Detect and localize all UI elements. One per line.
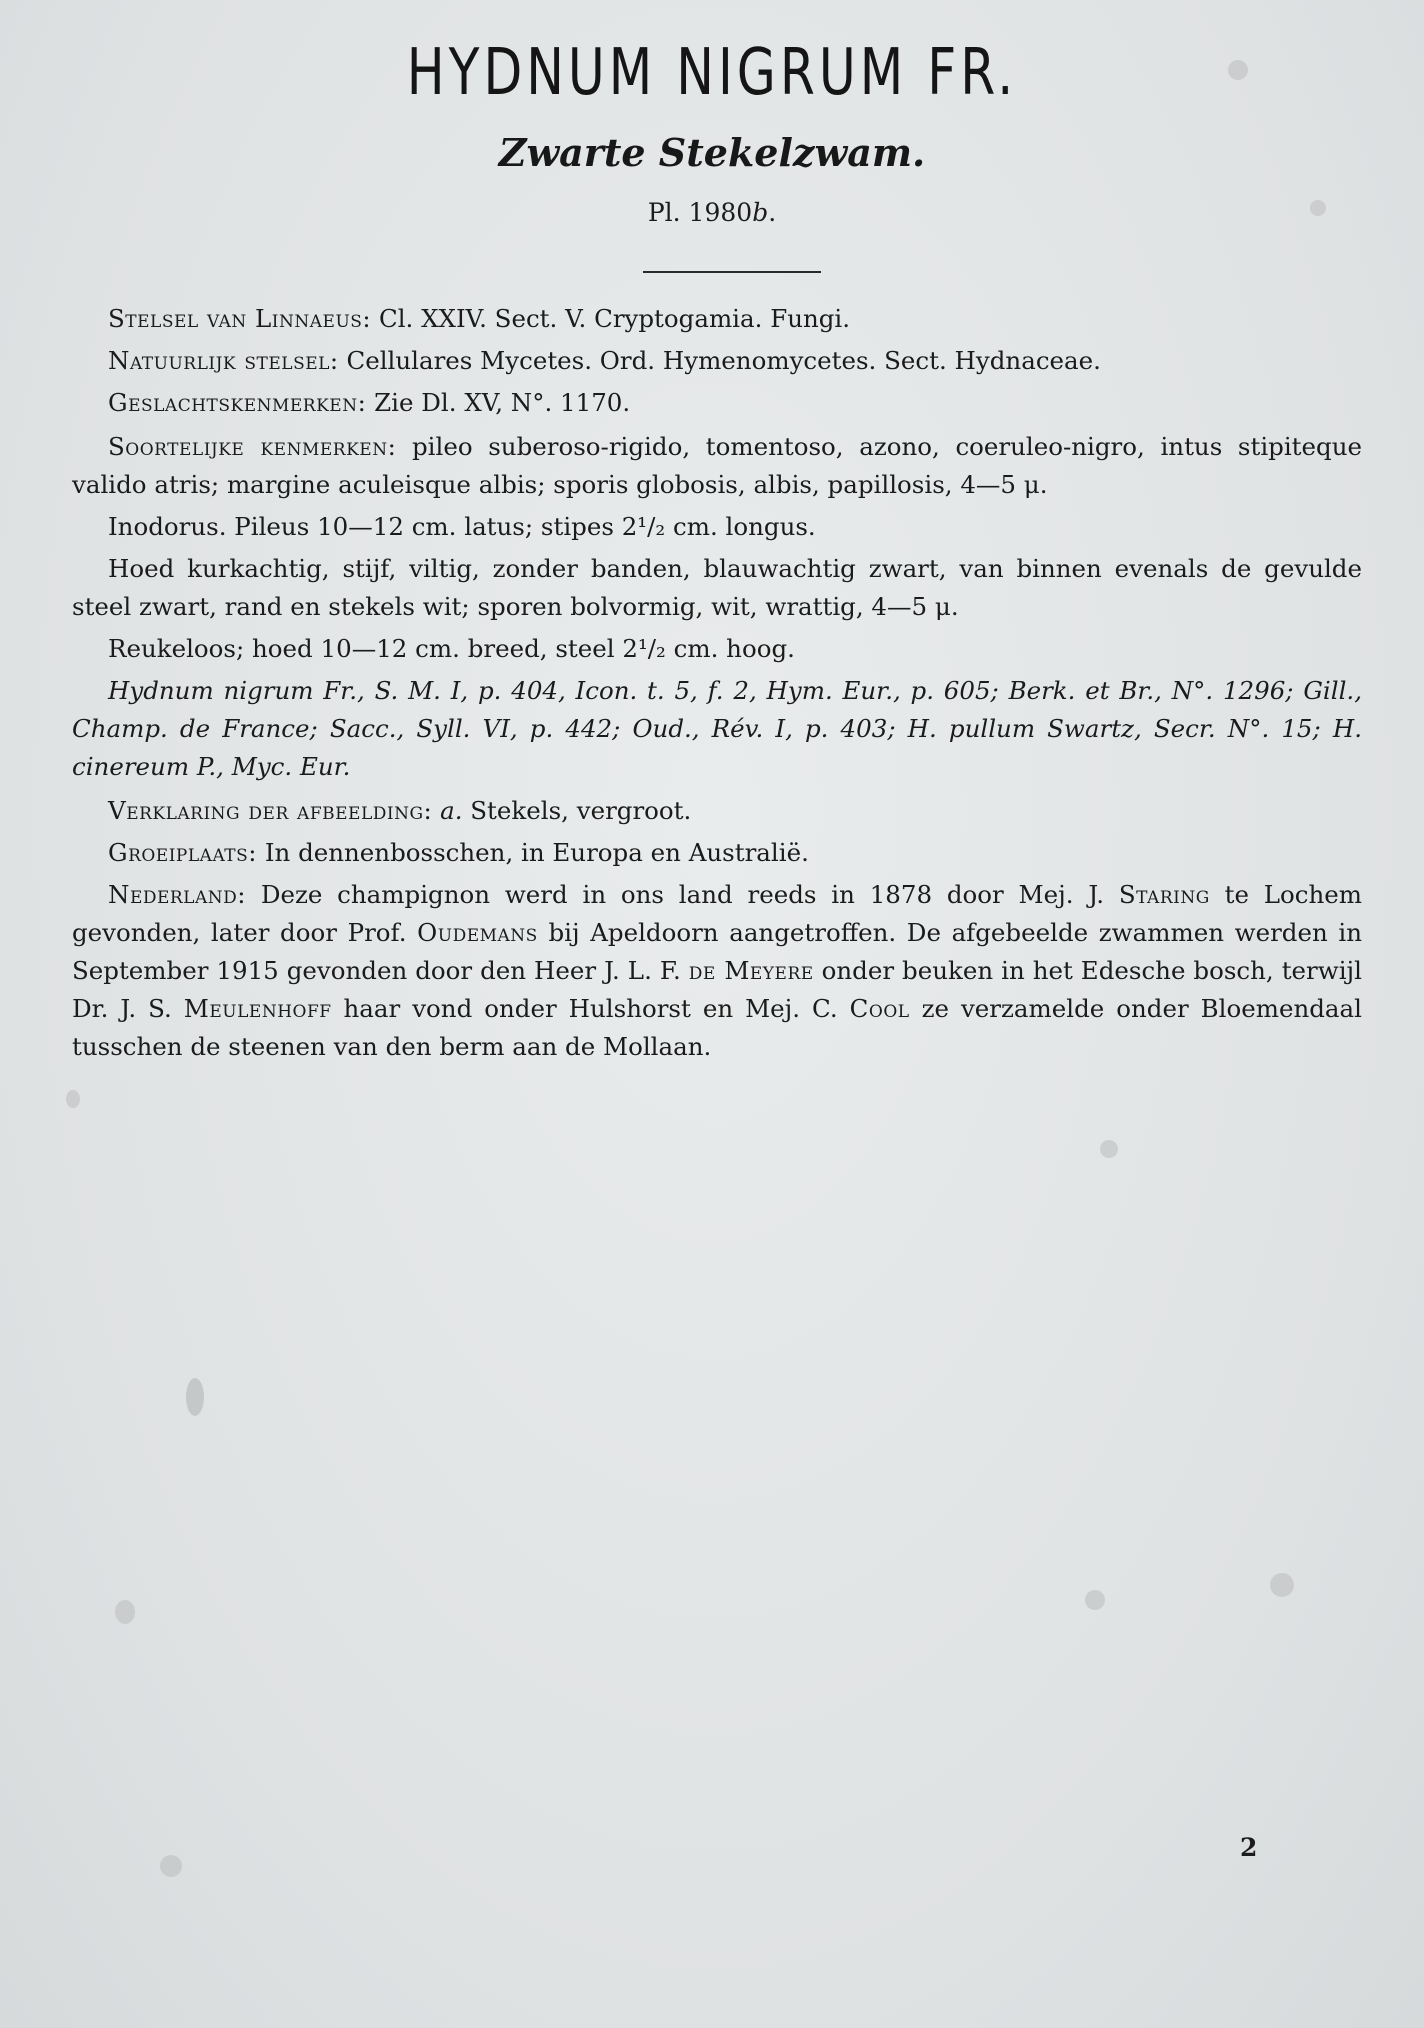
paper-stain xyxy=(66,1090,80,1108)
netherlands-text-4: onder beuken in het Edesche bosch, terwijl Dr. J. S. xyxy=(72,956,1362,1023)
person-cool: Cool xyxy=(849,994,910,1023)
hoed-paragraph: Hoed kurkachtig, stijf, viltig, zonder banden, blauwachtig zwart, van binnen evenals de gevulde steel zwart, rand en stekels wit; sporen bolvormig, wit, wrattig, 4—5 μ. xyxy=(72,554,1362,621)
paper-stain xyxy=(115,1600,135,1624)
linnaeus-label: Stelsel van Linnaeus: xyxy=(108,304,372,333)
netherlands-text-2: te Lochem gevonden, later door Prof. xyxy=(72,880,1362,947)
person-staring: Staring xyxy=(1118,880,1210,909)
species-text: pileo suberoso-rigido, tomentoso, azono, coeruleo-nigro, intus stipiteque valido atris; margine aculeisque albis; sporis globosis, albis, papillosis, 4—5 μ. xyxy=(72,432,1362,499)
explanation-paragraph xyxy=(72,792,1362,830)
genus-label: Geslachtskenmerken: xyxy=(108,388,367,417)
title-divider xyxy=(643,271,821,273)
explanation-label: Verklaring der afbeelding: xyxy=(108,796,433,825)
explanation-letter: a. xyxy=(432,796,463,825)
paper-stain xyxy=(186,1378,204,1416)
netherlands-text-5: haar vond onder Hulshorst en Mej. C. xyxy=(331,994,850,1023)
linnaeus-paragraph xyxy=(72,300,1362,338)
species-label: Soortelijke kenmerken: xyxy=(108,432,397,461)
linnaeus-text: Cl. XXIV. Sect. V. Cryptogamia. Fungi. xyxy=(371,304,851,333)
page-number: 2 xyxy=(1240,1833,1258,1862)
netherlands-paragraph xyxy=(72,876,1362,1066)
references-paragraph: Hydnum nigrum Fr., S. M. I, p. 404, Icon. t. 5, f. 2, Hym. Eur., p. 605; Berk. et Br., N°. 1296; Gill., Champ. de France; Sacc., Syll. VI, p. 442; Oud., Rév. I, p. 403; H. pullum Swartz, Secr. N°. 15; H. cinereum P., Myc. Eur. xyxy=(72,676,1362,781)
plate-end: . xyxy=(768,198,777,227)
inodorus-paragraph: Inodorus. Pileus 10—12 cm. latus; stipes 2¹/₂ cm. longus. xyxy=(108,512,816,541)
paper-stain xyxy=(1270,1573,1294,1597)
page-title: HYDNUM NIGRUM FR. xyxy=(406,35,1018,110)
document-body xyxy=(72,300,1362,1070)
netherlands-label: Nederland: xyxy=(108,880,247,909)
netherlands-text-6: ze verzamelde onder Bloemendaal tusschen de steenen van den berm aan de Mollaan. xyxy=(72,994,1362,1061)
person-de-meyere: de Meyere xyxy=(688,956,814,985)
natural-system-paragraph xyxy=(72,342,1362,380)
netherlands-text-3: bij Apeldoorn aangetroffen. De afgebeelde zwammen werden in September 1915 gevonden door den Heer J. L. F. xyxy=(72,918,1362,985)
habitat-paragraph xyxy=(72,834,1362,872)
plate-prefix: Pl. 1980 xyxy=(647,198,753,227)
natural-system-text: Cellulares Mycetes. Ord. Hymenomycetes. Sect. Hydnaceae. xyxy=(338,346,1101,375)
genus-paragraph xyxy=(72,384,1362,422)
reukeloos-paragraph: Reukeloos; hoed 10—12 cm. breed, steel 2¹/₂ cm. hoog. xyxy=(108,634,795,663)
plate-number xyxy=(0,198,1424,227)
paper-stain xyxy=(1100,1140,1118,1158)
person-meulenhoff: Meulenhoff xyxy=(183,994,332,1023)
paper-stain xyxy=(1085,1590,1105,1610)
page-subtitle: Zwarte Stekelzwam. xyxy=(498,130,926,175)
habitat-label: Groeiplaats: xyxy=(108,838,258,867)
netherlands-text-1: Deze champignon werd in ons land reeds in 1878 door Mej. J. xyxy=(246,880,1119,909)
species-paragraph xyxy=(72,428,1362,504)
paper-stain xyxy=(160,1855,182,1877)
plate-suffix: b xyxy=(752,198,769,227)
genus-text: Zie Dl. XV, N°. 1170. xyxy=(366,388,631,417)
habitat-text: In dennenbosschen, in Europa en Australië. xyxy=(257,838,809,867)
explanation-text: Stekels, vergroot. xyxy=(462,796,692,825)
natural-system-label: Natuurlijk stelsel: xyxy=(108,346,339,375)
person-oudemans: Oudemans xyxy=(417,918,538,947)
